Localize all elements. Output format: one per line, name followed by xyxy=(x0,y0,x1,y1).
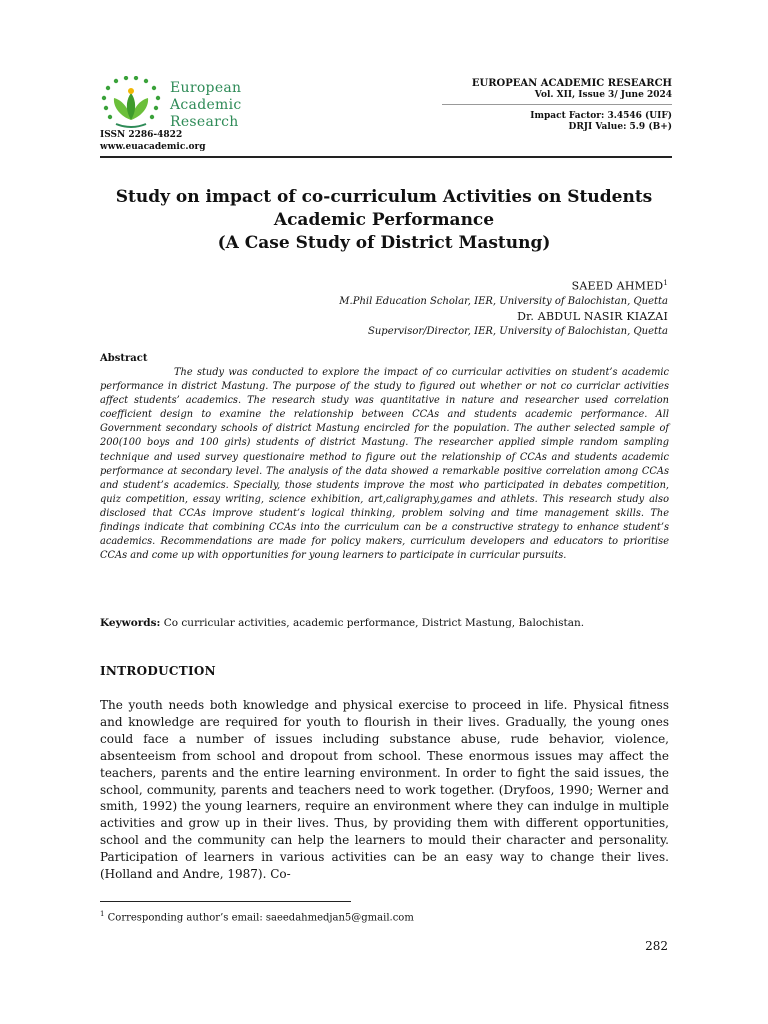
paper-title xyxy=(80,186,688,255)
header-rule xyxy=(100,156,672,158)
issn-block xyxy=(100,129,206,153)
author-block xyxy=(208,276,668,339)
author-2-name: Dr. ABDUL NASIR KIAZAI xyxy=(517,309,668,323)
page-number: 282 xyxy=(645,939,668,953)
author-1-footnote-marker: 1 xyxy=(663,279,668,287)
drji-value: DRJI Value: 5.9 (B+) xyxy=(568,122,672,132)
journal-logo xyxy=(98,76,268,132)
journal-name: EUROPEAN ACADEMIC RESEARCH xyxy=(471,78,672,89)
leaf-icon xyxy=(114,88,148,120)
title-line-2: Academic Performance xyxy=(273,210,495,230)
author-1-affiliation: M.Phil Education Scholar, IER, University of Balochistan, Quetta xyxy=(339,295,668,307)
keywords-text: Co curricular activities, academic performance, District Mastung, Balochistan. xyxy=(160,617,585,629)
author-1-name-text: SAEED AHMED xyxy=(571,279,664,293)
footnote-rule xyxy=(100,901,351,902)
keywords-label: Keywords: xyxy=(100,617,161,629)
logo-wordmark xyxy=(170,80,242,131)
impact-factor: Impact Factor: 3.4546 (UIF) xyxy=(530,111,672,121)
introduction-text: The youth needs both knowledge and physical exercise to proceed in life. Physical fitness and knowledge are required for youth to flourish in their lives. Gradually, the young ones could face a number of issues including substance abuse, rude behavior, violence, absenteeism from school and dropout from school. These enormous issues may affect the teachers, parents and the entire learning environment. In order to fight the said issues, the school, community, parents and teachers need to work together. (Dryfoos, 1990; Werner and smith, 1992) the young learners, require an environment where they can indulge in multiple activities and grow up in their lives. Thus, by providing them with different opportunities, school and the community can help the learners to mould their character and personality. Participation of learners in various activities can be an easy way to change their lives.(Holland and Andre, 1987). Co- xyxy=(100,698,669,882)
keywords xyxy=(100,616,669,630)
author-2-affiliation: Supervisor/Director, IER, University of Balochistan, Quetta xyxy=(368,325,668,337)
logo-line-3: Research xyxy=(170,114,239,130)
issn-number: ISSN 2286-4822 xyxy=(100,130,183,140)
abstract-heading: Abstract xyxy=(100,353,148,364)
logo-line-1: European xyxy=(170,80,242,96)
footnote-marker: 1 xyxy=(100,910,105,918)
title-line-1: Study on impact of co-curriculum Activities on Students xyxy=(115,187,653,207)
logo-line-2: Academic xyxy=(170,97,242,113)
header-divider xyxy=(442,104,672,105)
title-line-3: (A Case Study of District Mastung) xyxy=(217,233,551,253)
footnote xyxy=(100,908,414,924)
abstract-text: The study was conducted to explore the impact of co curricular activities on student’s academic performance in district Mastung. The purpose of the study to figured out whether or not co curriclar activities affect students’ academics. The research study was quantitative in nature and researcher used correlation coefficient design to examine the relationship between CCAs and students academic performance. All Government secondary schools of district Mastung encircled for the population. The auther selected sample of 200(100 boys and 100 girls) students of district Mastung. The researcher applied simple random sampling technique and used survey questionaire method to figure out the relationship of CCAs and students academic performance at secondary level. The analysis of the data showed a remarkable positive correlation among CCAs and student’s academics. Specially, those students improve the most who participated in debates competition, quiz competition, essay writing, science exhibition, art,caligraphy,games and athlets. This research study also disclosed that CCAs improve student’s logical thinking, problem solving and time management skills. The findings indicate that combining CCAs into the curriculum can be a constructive strategy to enhance student’s academics. Recommendations are made for policy makers, curriculum developers and educators to prioritise CCAs and come up with opportunities for young learners to participate in curricular pursuits. xyxy=(100,367,669,562)
journal-website[interactable]: www.euacademic.org xyxy=(100,142,206,152)
journal-volume: Vol. XII, Issue 3/ June 2024 xyxy=(534,90,672,100)
journal-info xyxy=(442,78,672,133)
footnote-text: Corresponding author’s email: saeedahmedjan5@gmail.com xyxy=(104,912,414,924)
introduction-heading: INTRODUCTION xyxy=(100,664,216,678)
author-1-name xyxy=(208,276,668,294)
logo-emblem-icon xyxy=(98,76,168,132)
